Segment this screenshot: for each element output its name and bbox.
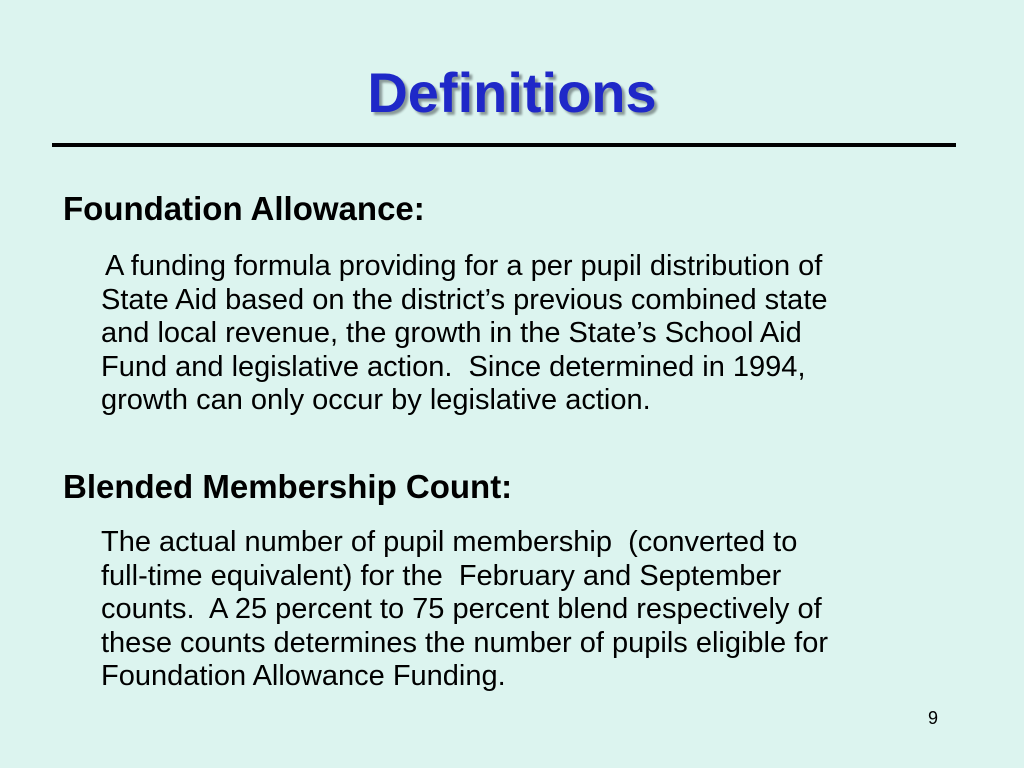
definition-blended-membership-count xyxy=(101,526,981,694)
definition-line: State Aid based on the district’s previous combined state xyxy=(101,283,828,316)
term-blended-membership-count: Blended Membership Count: xyxy=(63,468,513,505)
definition-line: A funding formula providing for a per pupil distribution of xyxy=(105,250,823,282)
term-foundation-allowance: Foundation Allowance: xyxy=(63,190,425,227)
definition-line: counts. A 25 percent to 75 percent blend respectively of xyxy=(101,593,822,625)
definition-line: Fund and legislative action. Since determined in 1994, xyxy=(101,350,806,383)
page-number: 9 xyxy=(927,708,938,728)
slide-title: Definitions xyxy=(367,61,657,124)
definition-line: and local revenue, the growth in the State’s School Aid xyxy=(101,317,802,349)
definition-line: Foundation Allowance Funding. xyxy=(101,660,506,692)
definition-line: full-time equivalent) for the February and September xyxy=(101,559,782,592)
definition-line: growth can only occur by legislative action. xyxy=(101,384,651,416)
definition-line: these counts determines the number of pupils eligible for xyxy=(101,626,829,659)
definition-foundation-allowance xyxy=(101,250,981,418)
definition-line: The actual number of pupil membership (converted to xyxy=(101,526,798,558)
title-divider xyxy=(52,143,956,147)
